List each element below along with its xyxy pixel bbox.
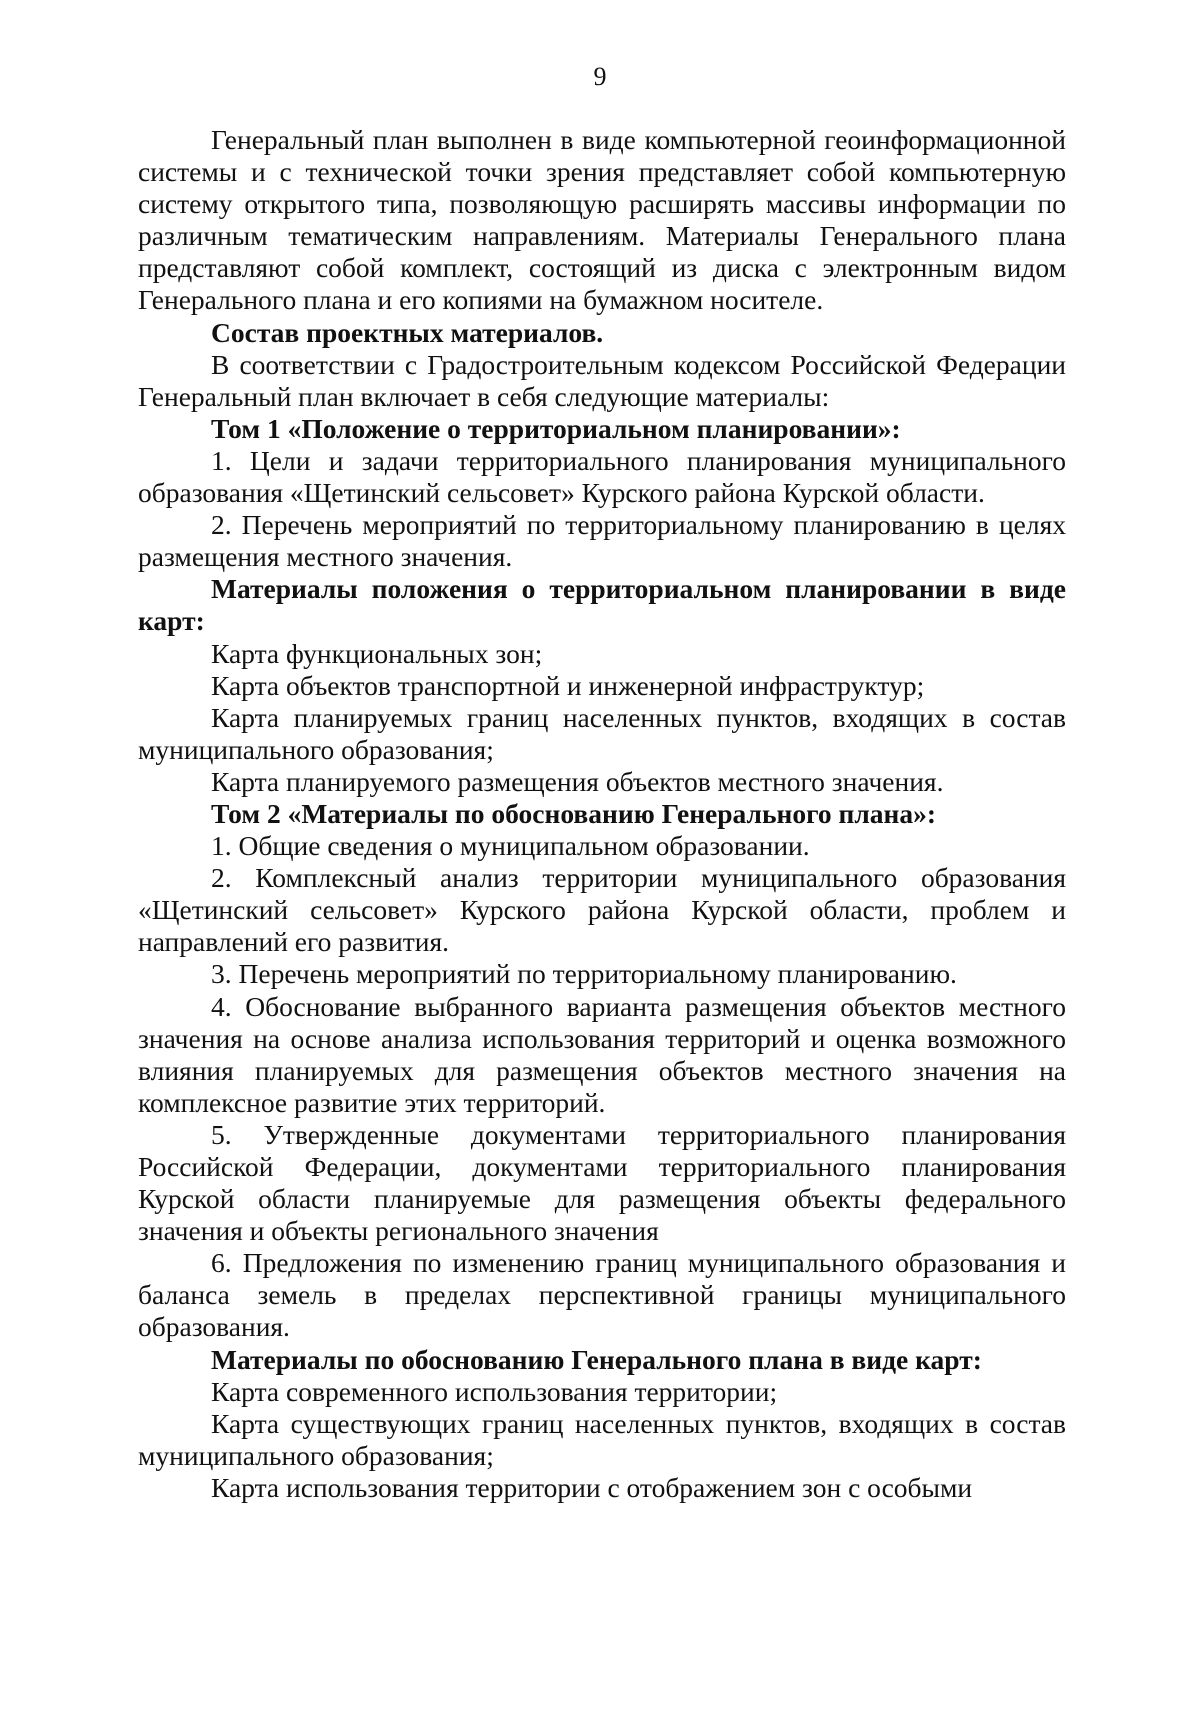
paragraph: В соответствии с Градостроительным кодексом Российской Федерации Генеральный план включает в себя следующие материалы:	[138, 348, 1066, 412]
list-item: 6. Предложения по изменению границ муниципального образования и баланса земель в пределах перспективной границы муниципального образования.	[138, 1247, 1066, 1343]
maps-subheading-2: Материалы по обоснованию Генерального плана в виде карт:	[211, 1343, 982, 1375]
volume-2-heading: Том 2 «Материалы по обоснованию Генерального плана»:	[211, 797, 937, 829]
maps-subheading-1: Материалы положения о территориальном планировании в виде карт:	[138, 573, 1066, 637]
list-item: 5. Утвержденные документами территориального планирования Российской Федерации, документами территориального планирования Курской области планируемые для размещения объекты федерального значения и объекты регионального значения	[138, 1118, 1066, 1247]
map-item: Карта планируемых границ населенных пунктов, входящих в состав муниципального образования;	[138, 701, 1066, 765]
map-item: Карта объектов транспортной и инженерной инфраструктур;	[211, 669, 925, 701]
list-item: 1. Общие сведения о муниципальном образовании.	[211, 830, 810, 862]
section-heading-materials: Состав проектных материалов.	[211, 316, 604, 348]
map-item: Карта существующих границ населенных пунктов, входящих в состав муниципального образования;	[138, 1407, 1066, 1471]
map-item: Карта планируемого размещения объектов местного значения.	[211, 765, 944, 797]
document-body	[138, 124, 1066, 1504]
list-item: 1. Цели и задачи территориального планирования муниципального образования «Щетинский сельсовет» Курского района Курской области.	[138, 444, 1066, 509]
intro-paragraph: Генеральный план выполнен в виде компьютерной геоинформационной системы и с технической точки зрения представляет собой компьютерную систему открытого типа, позволяющую расширять массивы информации по различным тематическим направлениям. Материалы Генерального плана представляют собой комплект, состоящий из диска с электронным видом Генерального плана и его копиями на бумажном носителе.	[138, 124, 1066, 316]
list-item: 2. Перечень мероприятий по территориальному планированию в целях размещения местного значения.	[138, 509, 1066, 573]
page-number: 9	[593, 62, 607, 91]
map-item: Карта современного использования территории;	[211, 1375, 778, 1407]
list-item: 2. Комплексный анализ территории муниципального образования «Щетинский сельсовет» Курского района Курской области, проблем и направлений его развития.	[138, 862, 1066, 958]
list-item: 3. Перечень мероприятий по территориальному планированию.	[211, 958, 957, 990]
map-item: Карта функциональных зон;	[211, 637, 543, 669]
map-item: Карта использования территории с отображением зон с особыми	[211, 1471, 973, 1503]
volume-1-heading: Том 1 «Положение о территориальном планировании»:	[211, 412, 901, 444]
list-item: 4. Обоснование выбранного варианта размещения объектов местного значения на основе анализа использования территорий и оценка возможного влияния планируемых для размещения объектов местного значения на комплексное развитие этих территорий.	[138, 990, 1066, 1118]
